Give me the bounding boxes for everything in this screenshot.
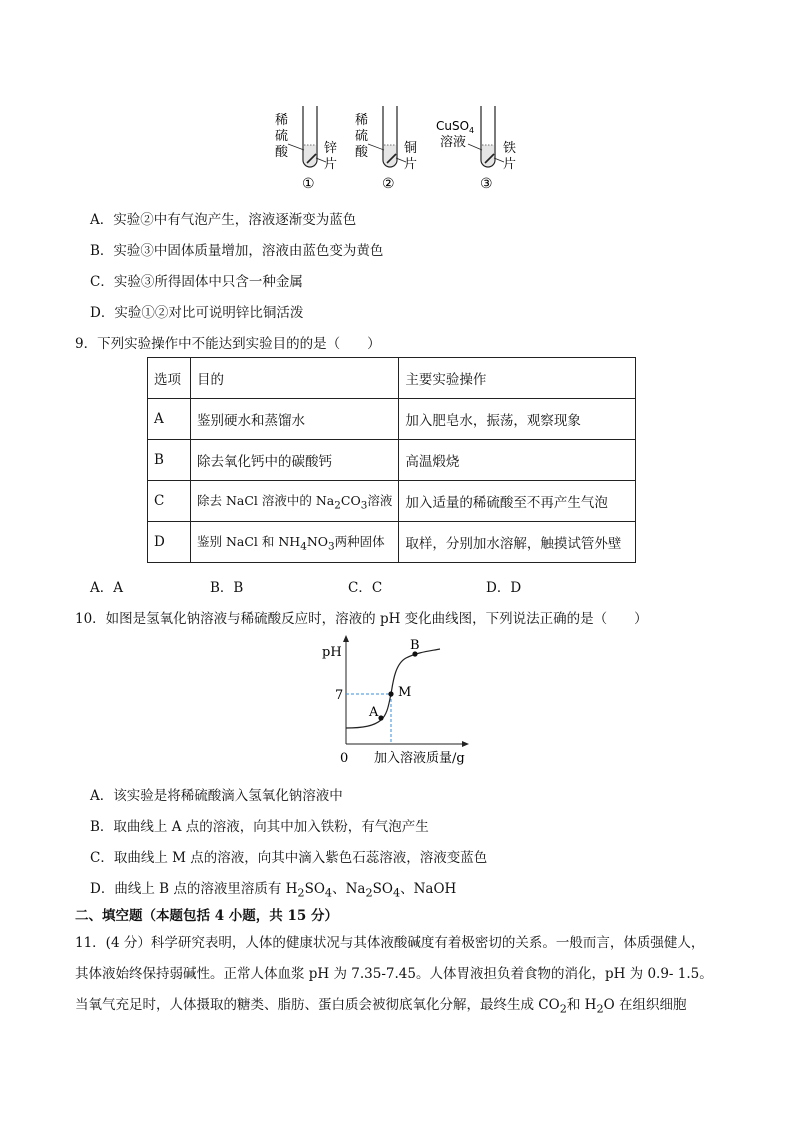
y-tick-7: 7 <box>335 688 344 703</box>
row-b-goal: 除去氧化钙中的碳酸钙 <box>191 440 399 481</box>
header-goal: 目的 <box>191 358 399 399</box>
q11-line-3: 当氧气充足时，人体摄取的糖类、脂肪、蛋白质会被彻底氧化分解，最终生成 $CO_2$和 $H_2O$ 在组织细胞 <box>75 997 687 1016</box>
q9-answer-b: B．B <box>210 580 244 596</box>
header-operation: 主要实验操作 <box>399 358 636 399</box>
q8-option-b: B．实验③中固体质量增加，溶液由蓝色变为黄色 <box>90 243 384 259</box>
row-d-goal: 鉴别 NaCl 和 $NH_4NO_3$两种固体 <box>191 522 399 563</box>
q10-option-b: B．取曲线上 A 点的溶液，向其中加入铁粉，有气泡产生 <box>90 819 429 835</box>
q10-stem: 10．如图是氢氧化钠溶液与稀硫酸反应时，溶液的 pH 变化曲线图，下列说法正确的是（ ） <box>75 611 648 627</box>
point-m-marker <box>388 691 393 696</box>
table-row <box>148 522 636 563</box>
tube3-metal-char-2: 片 <box>503 157 517 172</box>
ph-curve-graph <box>318 632 478 772</box>
q9-answer-a: A．A <box>90 580 123 596</box>
x-axis-label: 加入溶液质量/g <box>374 751 465 766</box>
point-a-label: A <box>369 705 379 720</box>
q9-answer-d: D．D <box>486 580 522 596</box>
tube2-liquid-char-1: 稀 <box>355 113 369 128</box>
row-c-option: C <box>148 481 191 522</box>
tube2-liquid-char-3: 酸 <box>355 145 369 160</box>
q11-line-1: 11．(4 分）科学研究表明，人体的健康状况与其体液酸碱度有着极密切的关系。一般而言，体质强健人， <box>75 935 705 951</box>
tube2-metal-char-1: 铜 <box>404 141 418 156</box>
row-a-operation: 加入肥皂水，振荡，观察现象 <box>399 399 636 440</box>
tube2-liquid-char-2: 硫 <box>355 129 369 144</box>
row-d-operation: 取样，分别加水溶解，触摸试管外壁 <box>399 522 636 563</box>
q10-option-d: D．曲线上 B 点的溶液里溶质有 $H_2SO_4$、$Na_2SO_4$、NaOH <box>90 881 457 900</box>
row-b-operation: 高温煅烧 <box>399 440 636 481</box>
q8-apparatus-figure <box>270 100 530 195</box>
point-m-label: M <box>398 685 412 700</box>
table-header-row <box>148 358 636 399</box>
tube1-metal-char-1: 锌 <box>324 141 338 156</box>
row-c-operation: 加入适量的稀硫酸至不再产生气泡 <box>399 481 636 522</box>
section-title: 二、填空题（本题包括 4 小题，共 15 分） <box>75 908 338 924</box>
tube1-number: ① <box>302 176 315 192</box>
q9-table <box>147 357 636 563</box>
point-a-marker <box>378 715 383 720</box>
tube3-number: ③ <box>480 176 493 192</box>
table-row <box>148 481 636 522</box>
row-a-goal: 鉴别硬水和蒸馏水 <box>191 399 399 440</box>
test-tube-2 <box>368 106 406 167</box>
tube3-liquid-formula: CuSO$_4$ <box>436 119 475 135</box>
row-c-goal: 除去 NaCl 溶液中的 $Na_2CO_3$溶液 <box>191 481 399 522</box>
header-option: 选项 <box>148 358 191 399</box>
tube1-liquid-char-3: 酸 <box>275 145 289 160</box>
ph-curve <box>346 649 440 728</box>
tube2-number: ② <box>382 176 395 192</box>
q11-line-2: 其体液始终保持弱碱性。正常人体血浆 pH 为 7.35-7.45。人体胃液担负着食物的消化，pH 为 0.9- 1.5。 <box>75 966 713 982</box>
x-axis-arrow-icon <box>462 741 469 747</box>
y-axis-label: pH <box>322 645 342 660</box>
q10-option-a: A．该实验是将稀硫酸滴入氢氧化钠溶液中 <box>90 788 343 804</box>
origin-label: 0 <box>340 751 349 766</box>
test-tube-1 <box>288 106 326 167</box>
point-b-label: B <box>410 638 420 653</box>
q8-option-a: A．实验②中有气泡产生，溶液逐渐变为蓝色 <box>90 212 357 228</box>
q9-answer-c: C．C <box>348 580 383 596</box>
tube3-liquid-label: 溶液 <box>440 135 467 150</box>
tube3-metal-char-1: 铁 <box>503 141 517 156</box>
row-d-option: D <box>148 522 191 563</box>
row-b-option: B <box>148 440 191 481</box>
row-a-option: A <box>148 399 191 440</box>
test-tube-3 <box>468 106 504 167</box>
tube1-metal-char-2: 片 <box>324 157 338 172</box>
q8-option-d: D．实验①②对比可说明锌比铜活泼 <box>90 305 304 321</box>
table-row <box>148 399 636 440</box>
table-row <box>148 440 636 481</box>
q8-option-c: C．实验③所得固体中只含一种金属 <box>90 274 303 290</box>
y-axis-arrow-icon <box>343 635 349 642</box>
tube2-metal-char-2: 片 <box>404 157 418 172</box>
q9-stem: 9．下列实验操作中不能达到实验目的的是（ ） <box>75 336 381 352</box>
tube1-liquid-char-1: 稀 <box>275 113 289 128</box>
tube1-liquid-char-2: 硫 <box>275 129 289 144</box>
q10-option-c: C．取曲线上 M 点的溶液，向其中滴入紫色石蕊溶液，溶液变蓝色 <box>90 850 488 866</box>
